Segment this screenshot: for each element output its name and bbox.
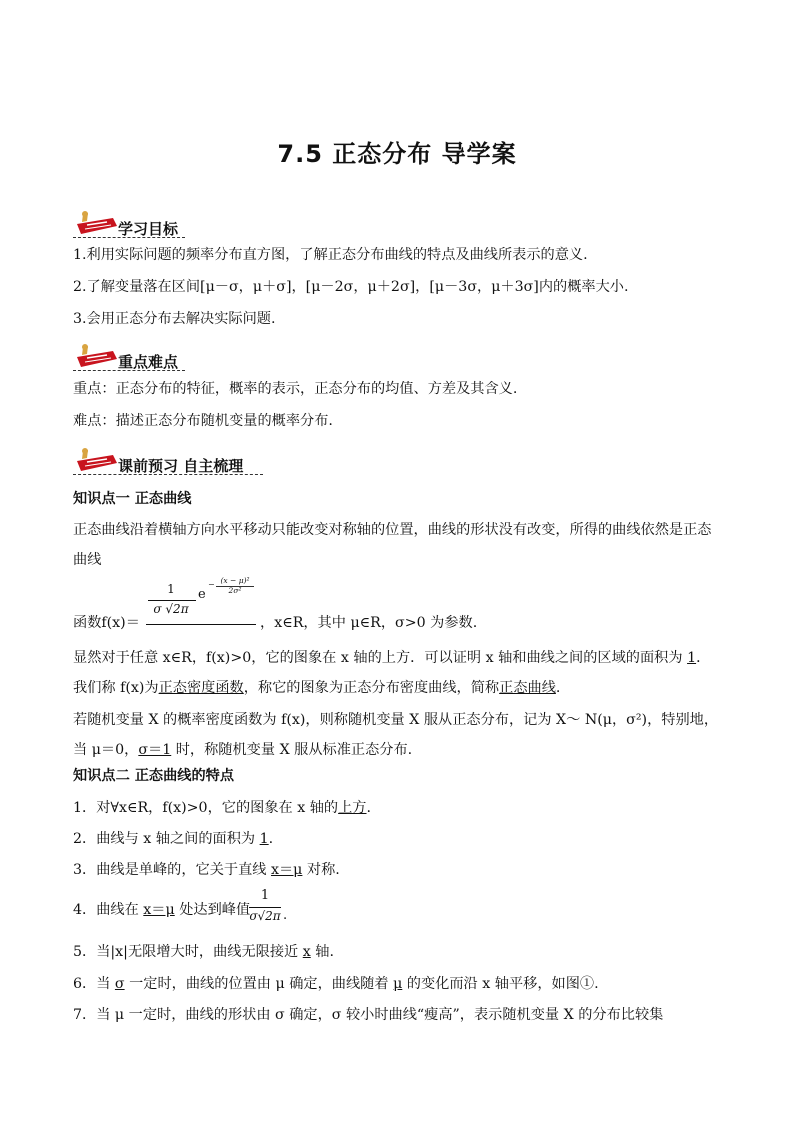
formula-fraction-bar (148, 600, 196, 601)
k1-paragraph-2 (73, 643, 723, 703)
knowledge-point-2-heading: 知识点二 正态曲线的特点 (73, 768, 235, 784)
k2-p6-end: 的变化而沿 x 轴平移，如图①. (402, 976, 599, 992)
knowledge-point-1-heading: 知识点一 正态曲线 (73, 491, 192, 507)
k1-p3-sigma: σ＝1 (138, 742, 172, 758)
k2-p1-end: . (366, 800, 372, 816)
k2-p6-text: 6．当 (73, 976, 115, 992)
k2-item-1 (73, 798, 371, 818)
k2-p4-answer: x＝μ (143, 902, 175, 918)
section-title: 课前预习 自主梳理 (118, 457, 244, 475)
keypoint-focus: 重点：正态分布的特征，概率的表示，正态分布的均值、方差及其含义. (73, 381, 518, 397)
goal-3: 3.会用正态分布去解决实际问题. (73, 311, 276, 327)
keypoint-difficulty: 难点：描述正态分布随机变量的概率分布. (73, 413, 333, 429)
k1-paragraph-1: 正态曲线沿着横轴方向水平移动只能改变对称轴的位置，曲线的形状没有改变，所得的曲线依然是正态曲线 (73, 522, 712, 568)
section-badge-icon (73, 447, 119, 475)
formula-exp-denominator: 2σ² (228, 586, 242, 595)
k2-p5-answer: x (302, 944, 311, 960)
k1-p2-text-a: 显然对于任意 x∈R，f(x)>0，它的图象在 x 轴的上方．可以证明 x 轴和曲线之间的区域的面积为 (73, 650, 688, 666)
k2-p2-answer: 1 (259, 831, 269, 847)
k1-paragraph-3 (73, 705, 723, 765)
k1-p2-curve: 正态曲线 (499, 680, 556, 696)
k2-p6-answer-2: μ (393, 976, 403, 992)
section-header-goals (73, 210, 753, 240)
k2-p6-text-b: 一定时，曲线的位置由 μ 确定，曲线随着 (124, 976, 394, 992)
k2-item-3 (73, 860, 340, 880)
peak-numerator: 1 (260, 888, 270, 903)
k2-p2-text: 2．曲线与 x 轴之间的面积为 (73, 831, 260, 847)
peak-period: . (283, 908, 288, 923)
k2-p1-answer: 上方 (338, 800, 367, 816)
peak-fraction-bar (249, 907, 281, 908)
k1-func-suffix: ，x∈R，其中 μ∈R，σ>0 为参数. (260, 615, 478, 631)
k2-p6-answer-1: σ (114, 976, 125, 992)
normal-density-formula (146, 576, 258, 628)
k1-p2-text-c: ，称它的图象为正态分布密度曲线，简称 (243, 680, 500, 696)
k2-item-2 (73, 829, 273, 849)
k1-func-prefix: 函数f(x)＝ (73, 615, 140, 631)
k2-p3-text: 3．曲线是单峰的，它关于直线 (73, 862, 271, 878)
section-divider (73, 370, 185, 371)
formula-exp-minus: − (208, 580, 215, 589)
section-title: 重点难点 (118, 353, 179, 371)
k1-p3-text-b: 时，称随机变量 X 服从标准正态分布. (171, 742, 413, 758)
k2-p3-end: 对称. (302, 862, 340, 878)
k1-p2-text-b: ．我们称 f(x)为 (73, 650, 711, 696)
formula-denominator: σ √2π (153, 602, 189, 616)
formula-underline (146, 624, 256, 625)
k2-p2-end: . (268, 831, 274, 847)
section-divider (73, 237, 185, 238)
goal-2: 2.了解变量落在区间[μ－σ，μ＋σ]，[μ－2σ，μ＋2σ]，[μ－3σ，μ＋3σ]内的概率大小. (73, 279, 629, 295)
k2-item-7: 7．当 μ 一定时，曲线的形状由 σ 确定，σ 较小时曲线“瘦高”，表示随机变量 X 的分布比较集 (73, 1007, 664, 1023)
k1-p3-text-a: 若随机变量 X 的概率密度函数为 f(x)，则称随机变量 X 服从正态分布，记为 X～ N(μ，σ²)，特别地，当 μ＝0， (73, 712, 719, 758)
k2-item-6 (73, 974, 599, 994)
formula-e: e (198, 587, 206, 602)
section-badge-icon (73, 343, 119, 371)
k2-p5-text: 5．当|x|无限增大时，曲线无限接近 (73, 944, 303, 960)
k2-p3-answer: x＝μ (270, 862, 303, 878)
peak-denominator: σ√2π (249, 909, 281, 923)
k2-p5-end: 轴. (310, 944, 334, 960)
k1-p2-area: 1 (687, 650, 697, 666)
formula-numerator: 1 (167, 582, 175, 596)
k2-item-5 (73, 942, 334, 962)
section-divider (73, 474, 263, 475)
section-header-keypoints (73, 343, 753, 373)
formula-exp-numerator: (x − μ)² (220, 576, 250, 585)
k2-item-4 (73, 900, 250, 920)
k2-p4-text: 4．曲线在 (73, 902, 144, 918)
k1-p2-density: 正态密度函数 (158, 680, 244, 696)
section-title: 学习目标 (118, 220, 179, 238)
k2-p1-text: 1．对∀x∈R，f(x)>0，它的图象在 x 轴的 (73, 800, 339, 816)
section-header-preview (73, 447, 753, 477)
section-badge-icon (73, 210, 119, 238)
k1-p2-text-d: . (555, 680, 561, 696)
k2-p4-text-b: 处达到峰值 (174, 902, 251, 918)
page-title: 7.5 正态分布 导学案 (277, 140, 517, 168)
goal-1: 1.利用实际问题的频率分布直方图，了解正态分布曲线的特点及曲线所表示的意义. (73, 247, 588, 263)
peak-value-fraction (247, 888, 287, 932)
